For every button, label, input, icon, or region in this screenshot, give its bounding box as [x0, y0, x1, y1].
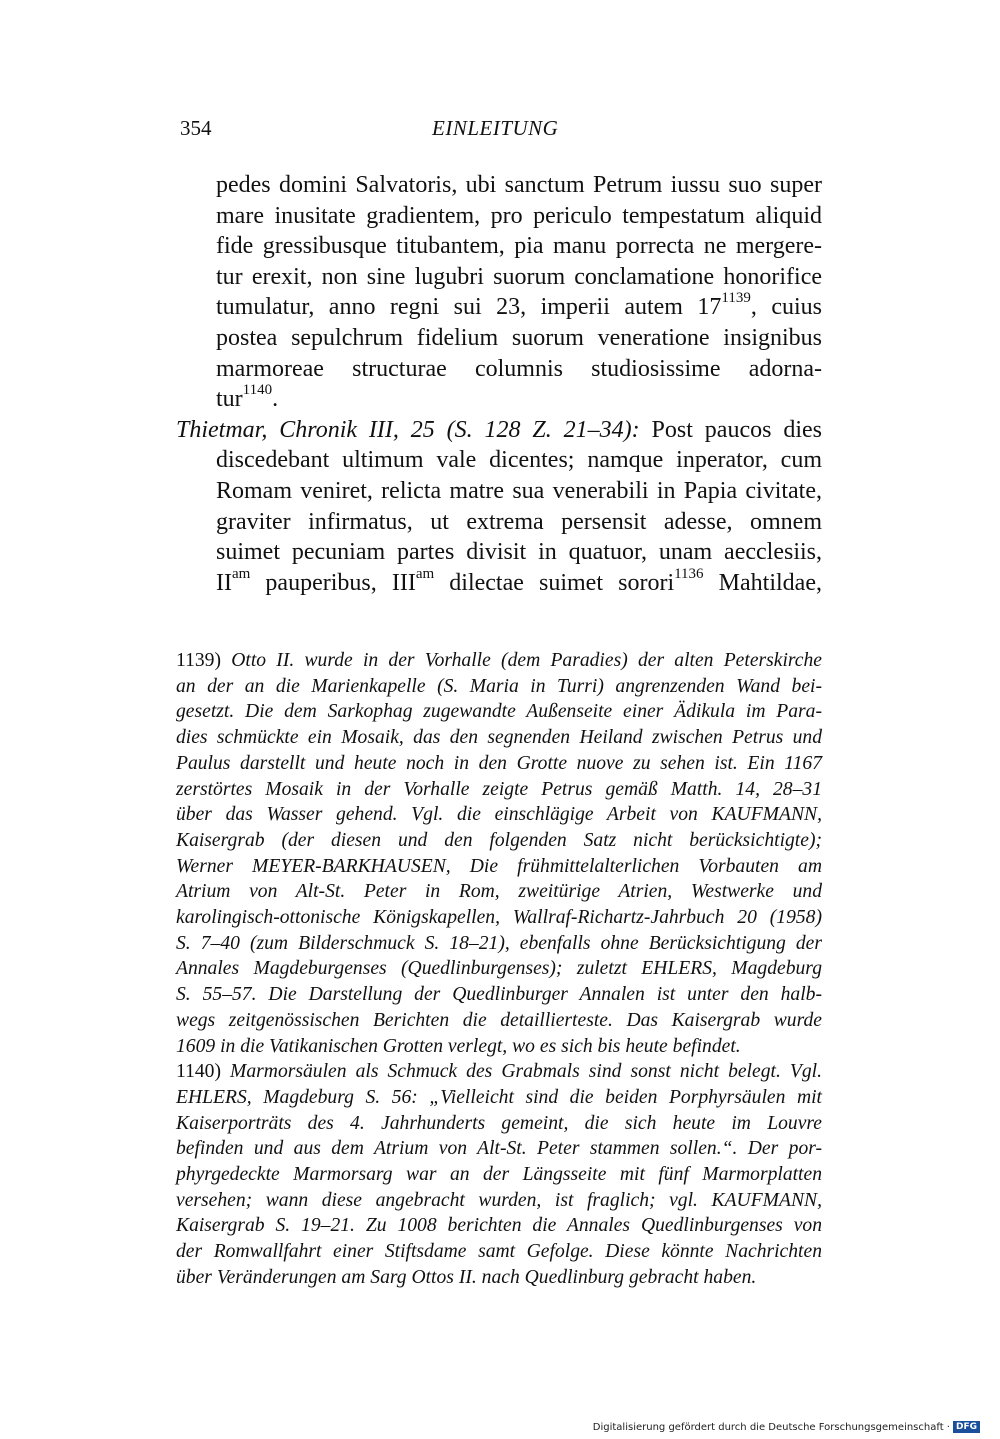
footnote-line: wegs zeitgenössischen Berichten die detaillierteste. Das Kaisergrab wurde: [176, 1009, 822, 1031]
footnote-line: über das Wasser gehend. Vgl. die einschlägige Arbeit von KAUFMANN,: [176, 804, 822, 826]
footnote-line: Paulus darstellt und heute noch in den Grotte nuove zu sehen ist. Ein 1167: [176, 752, 822, 774]
footnote-line: Kaisergrab S. 19–21. Zu 1008 berichten die Annales Quedlinburgenses von: [176, 1215, 822, 1237]
footnote-line: S. 55–57. Die Darstellung der Quedlinburger Annalen ist unter den halb-: [176, 984, 822, 1006]
text-fragment: II: [216, 569, 232, 596]
text-line: postea sepulchrum fidelium suorum veneratione insignibus: [216, 324, 822, 351]
footnote-line: [176, 1059, 822, 1085]
footnote-line: [176, 648, 822, 674]
footnote-line: EHLERS, Magdeburg S. 56: „Vielleicht sind die beiden Porphyrsäulen mit: [176, 1086, 822, 1108]
dfg-logo: DFG: [953, 1421, 980, 1433]
text-line: [176, 565, 822, 599]
text-line: graviter infirmatus, ut extrema persensit adesse, omnem: [216, 508, 822, 535]
text-fragment: Mahtildae,: [703, 569, 822, 596]
text-line: tur erexit, non sine lugubri suorum conclamatione honorifice: [216, 263, 822, 290]
footnote-number: 1139): [176, 650, 221, 671]
superscript: am: [415, 565, 435, 582]
running-head: EINLEITUNG: [432, 116, 559, 140]
footnote-line: karolingisch-ottonische Königskapellen, Wallraf-Richartz-Jahrbuch 20 (1958): [176, 907, 822, 929]
footnote-ref-1140: 1140: [242, 382, 273, 399]
footnote-ref-1139: 1139: [721, 290, 751, 307]
text-fragment: Post paucos dies: [639, 416, 822, 443]
main-text: [176, 170, 822, 598]
footnote-line: der Romwallfahrt einer Stiftsdame samt Gefolge. Diese könnte Nachrichten: [176, 1241, 822, 1263]
footnote-number: 1140): [176, 1061, 221, 1083]
thietmar-first-line: [176, 415, 822, 446]
superscript: am: [231, 565, 251, 582]
text-line: [176, 384, 822, 415]
footnote-1139: [176, 648, 822, 1059]
text-line: discedebant ultimum vale dicentes; namque inperator, cum: [216, 447, 822, 474]
footnote-line: an der an die Marienkapelle (S. Maria in Turri) angrenzenden Wand bei-: [176, 675, 822, 697]
footnote-line: Annales Magdeburgenses (Quedlinburgenses); zuletzt EHLERS, Magdeburg: [176, 958, 822, 980]
text-line: pedes domini Salvatoris, ubi sanctum Petrum iussu suo super: [216, 172, 822, 198]
page-number: 354: [180, 116, 212, 140]
text-fragment: tumulatur, anno regni sui 23, imperii autem 17: [216, 294, 722, 321]
text-line: [176, 292, 822, 323]
text-line: mare inusitate gradientem, pro periculo tempestatum aliquid: [216, 202, 822, 229]
footnote-line: über Veränderungen am Sarg Ottos II. nach Quedlinburg gebracht haben.: [176, 1266, 757, 1288]
footnote-text: Otto II. wurde in der Vorhalle (dem Paradies) der alten Peterskirche: [221, 650, 822, 671]
footnote-1140: [176, 1059, 822, 1290]
footnote-line: S. 7–40 (zum Bilderschmuck S. 18–21), ebenfalls ohne Berücksichtigung der: [176, 932, 822, 954]
text-fragment: dilectae suimet sorori: [434, 569, 675, 596]
text-fragment: , cuius: [750, 294, 822, 321]
text-line: marmoreae structurae columnis studiosissime adorna-: [216, 355, 822, 382]
footnote-line: Werner MEYER-BARKHAUSEN, Die frühmittelalterlichen Vorbauten am: [176, 855, 822, 877]
footnote-line: gesetzt. Die dem Sarkophag zugewandte Außenseite einer Ädikula im Para-: [176, 701, 822, 723]
footnote-line: versehen; wann diese angebracht wurden, ist fraglich; vgl. KAUFMANN,: [176, 1189, 822, 1211]
footnote-ref-1136: 1136: [674, 565, 704, 582]
footnote-line: Kaiserporträts des 4. Jahrhunderts gemeint, die sich heute im Louvre: [176, 1112, 822, 1134]
credit-text: Digitalisierung gefördert durch die Deutsche Forschungsgemeinschaft ·: [592, 1421, 950, 1433]
text-line: suimet pecuniam partes divisit in quatuor, unam aecclesiis,: [216, 539, 822, 566]
footnote-line: befinden und aus dem Atrium von Alt-St. Peter stammen sollen.“. Der por-: [176, 1138, 822, 1160]
text-line: fide gressibusque titubantem, pia manu porrecta ne mergere-: [216, 233, 822, 260]
footnote-line: zerstörtes Mosaik in der Vorhalle zeigte Petrus gemäß Matth. 14, 28–31: [176, 778, 822, 800]
footnote-line: Kaisergrab (der diesen und den folgenden Satz nicht berücksichtigte);: [176, 829, 822, 851]
footnote-line: 1609 in die Vatikanischen Grotten verlegt, wo es sich bis heute befindet.: [176, 1035, 741, 1057]
footnote-line: Atrium von Alt-St. Peter in Rom, zweitürige Atrien, Westwerke und: [176, 881, 822, 903]
footnote-line: phyrgedeckte Marmorsarg war an der Längsseite mit fünf Marmorplatten: [176, 1164, 822, 1186]
footnotes: [176, 648, 822, 1291]
source-reference: Thietmar, Chronik III, 25 (S. 128 Z. 21–34):: [176, 416, 640, 443]
text-fragment: pauperibus, III: [250, 569, 416, 596]
dfg-credit: [593, 1421, 980, 1433]
footnote-line: dies schmückte ein Mosaik, das den segnenden Heiland zwischen Petrus und: [176, 727, 822, 749]
footnote-text: Marmorsäulen als Schmuck des Grabmals sind sonst nicht belegt. Vgl.: [221, 1061, 822, 1083]
text-fragment: .: [272, 386, 279, 413]
text-fragment: tur: [216, 386, 243, 413]
text-line: Romam veniret, relicta matre sua venerabili in Papia civitate,: [216, 477, 822, 504]
